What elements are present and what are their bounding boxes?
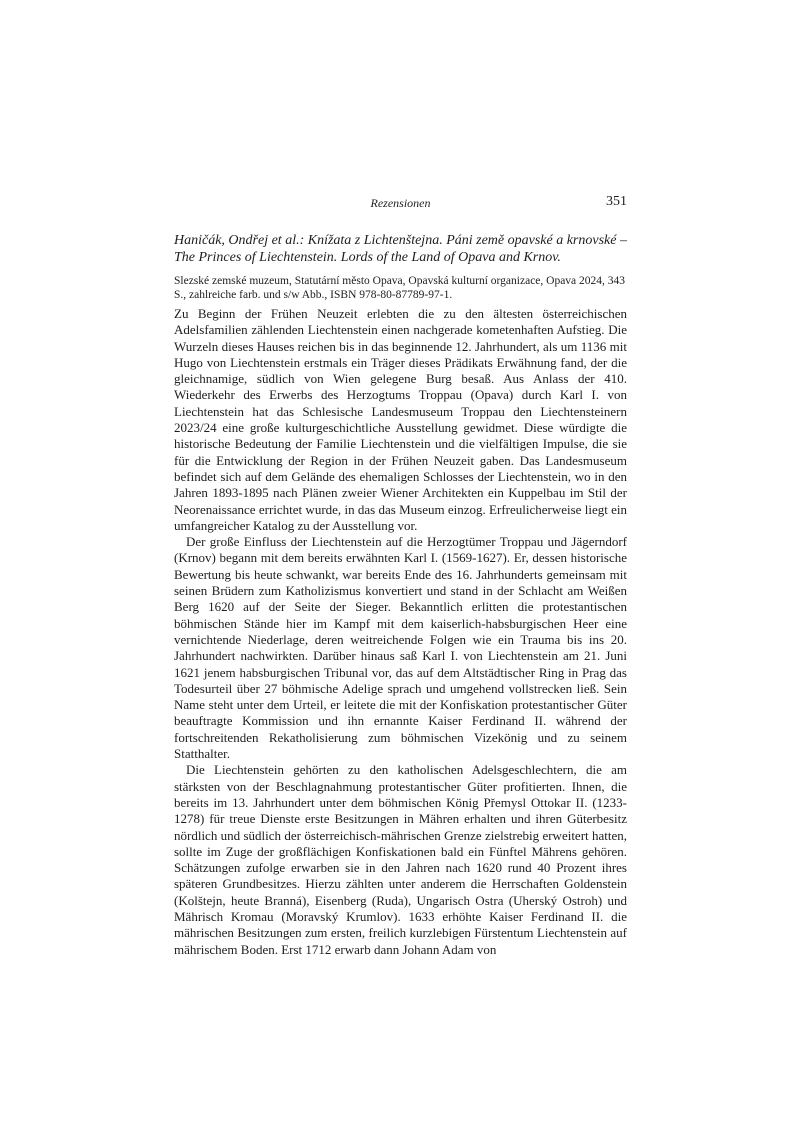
book-title: Haničák, Ondřej et al.: Knížata z Lichtenštejna. Páni země opavské a krnovské – The Princes of Liechtenstein. Lords of the Land of Opava and Krnov. [174, 233, 627, 265]
paragraph: Die Liechtenstein gehörten zu den katholischen Adelsgeschlechtern, die am stärksten von der Beschlagnahmung protestantischer Güter profitierten. Ihnen, die bereits im 13. Jahrhundert unter dem böhmischen König Přemysl Ottokar II. (1233-1278) für treue Dienste erste Besitzungen in Mähren erhalten und ihren Güterbesitz nördlich und südlich der österreichisch-mährischen Grenze zielstrebig erweitert hatten, sollte im Zuge der großflächigen Konfiskationen bald ein Fünftel Mährens gehören. Schätzungen zufolge erwarben sie in den Jahren nach 1620 rund 40 Prozent ihres späteren Grundbesitzes. Hierzu zählten unter anderem die Herrschaften Goldenstein (Kolštejn, heute Branná), Eisenberg (Ruda), Ungarisch Ostra (Uherský Ostroh) und Mährisch Kromau (Moravský Krumlov). 1633 erhöhte Kaiser Ferdinand II. die mährischen Besitzungen zum ersten, freilich kurzlebigen Fürstentum Liechtenstein auf mährischem Boden. Erst 1712 erwarb dann Johann Adam von [174, 762, 627, 957]
paragraph: Der große Einfluss der Liechtenstein auf die Herzogtümer Troppau und Jägerndorf (Krnov) begann mit dem bereits erwähnten Karl I. (1569-1627). Er, dessen historische Bewertung bis heute schwankt, war bereits Ende des 16. Jahrhunderts gemeinsam mit seinen Brüdern zum Katholizismus konvertiert und stand in der Schlacht am Weißen Berg 1620 auf der Seite der Sieger. Bekanntlich erlitten die protestantischen böhmischen Stände hier im Kampf mit dem kaiserlich-habsburgischen Heer eine vernichtende Niederlage, deren weitreichende Folgen wie ein Trauma bis ins 20. Jahrhundert nachwirkten. Darüber hinaus saß Karl I. von Liechtenstein am 21. Juni 1621 jenem habsburgischen Tribunal vor, das auf dem Altstädtischer Ring in Prag das Todesurteil über 27 böhmische Adelige sprach und umgehend vollstrecken ließ. Sein Name steht unter dem Urteil, er leitete die mit der Konfiskation protestantischer Güter beauftragte Kommission und ihn ernannte Kaiser Ferdinand II. während der fortschreitenden Rekatholisierung zum böhmischen Vizekönig und zu seinem Statthalter. [174, 534, 627, 762]
page-number: 351 [606, 194, 627, 209]
review-body [174, 306, 627, 958]
running-title: Rezensionen [370, 196, 431, 210]
page-header [174, 194, 627, 216]
paragraph: Zu Beginn der Frühen Neuzeit erlebten die zu den ältesten österreichischen Adelsfamilien zählenden Liechtenstein einen nachgerade kometenhaften Aufstieg. Die Wurzeln dieses Hauses reichen bis in das beginnende 12. Jahrhundert, als um 1136 mit Hugo von Liechtenstein erstmals ein Träger dieses Prädikats Erwähnung fand, der die gleichnamige, südlich von Wien gelegene Burg besaß. Aus Anlass der 410. Wiederkehr des Erwerbs des Herzogtums Troppau (Opava) durch Karl I. von Liechtenstein hat das Schlesische Landesmuseum Troppau den Liechtensteinern 2023/24 eine große kulturgeschichtliche Ausstellung gewidmet. Diese würdigte die historische Bedeutung der Familie Liechtenstein und die vielfältigen Impulse, die sie für die Entwicklung der Region in der Frühen Neuzeit gaben. Das Landesmuseum befindet sich auf dem Gelände des ehemaligen Schlosses der Liechtenstein, wo in den Jahren 1893-1895 nach Plänen zweier Wiener Architekten ein Kuppelbau im Stil der Neorenaissance errichtet wurde, in das das Museum einzog. Erfreulicherweise liegt ein umfangreicher Katalog zu der Ausstellung vor. [174, 306, 627, 533]
publisher-line: Slezské zemské muzeum, Statutární město Opava, Opavská kulturní organizace, Opava 2024, 343 S., zahlreiche farb. und s/w Abb., ISBN 978-80-87789-97-1. [174, 275, 626, 301]
